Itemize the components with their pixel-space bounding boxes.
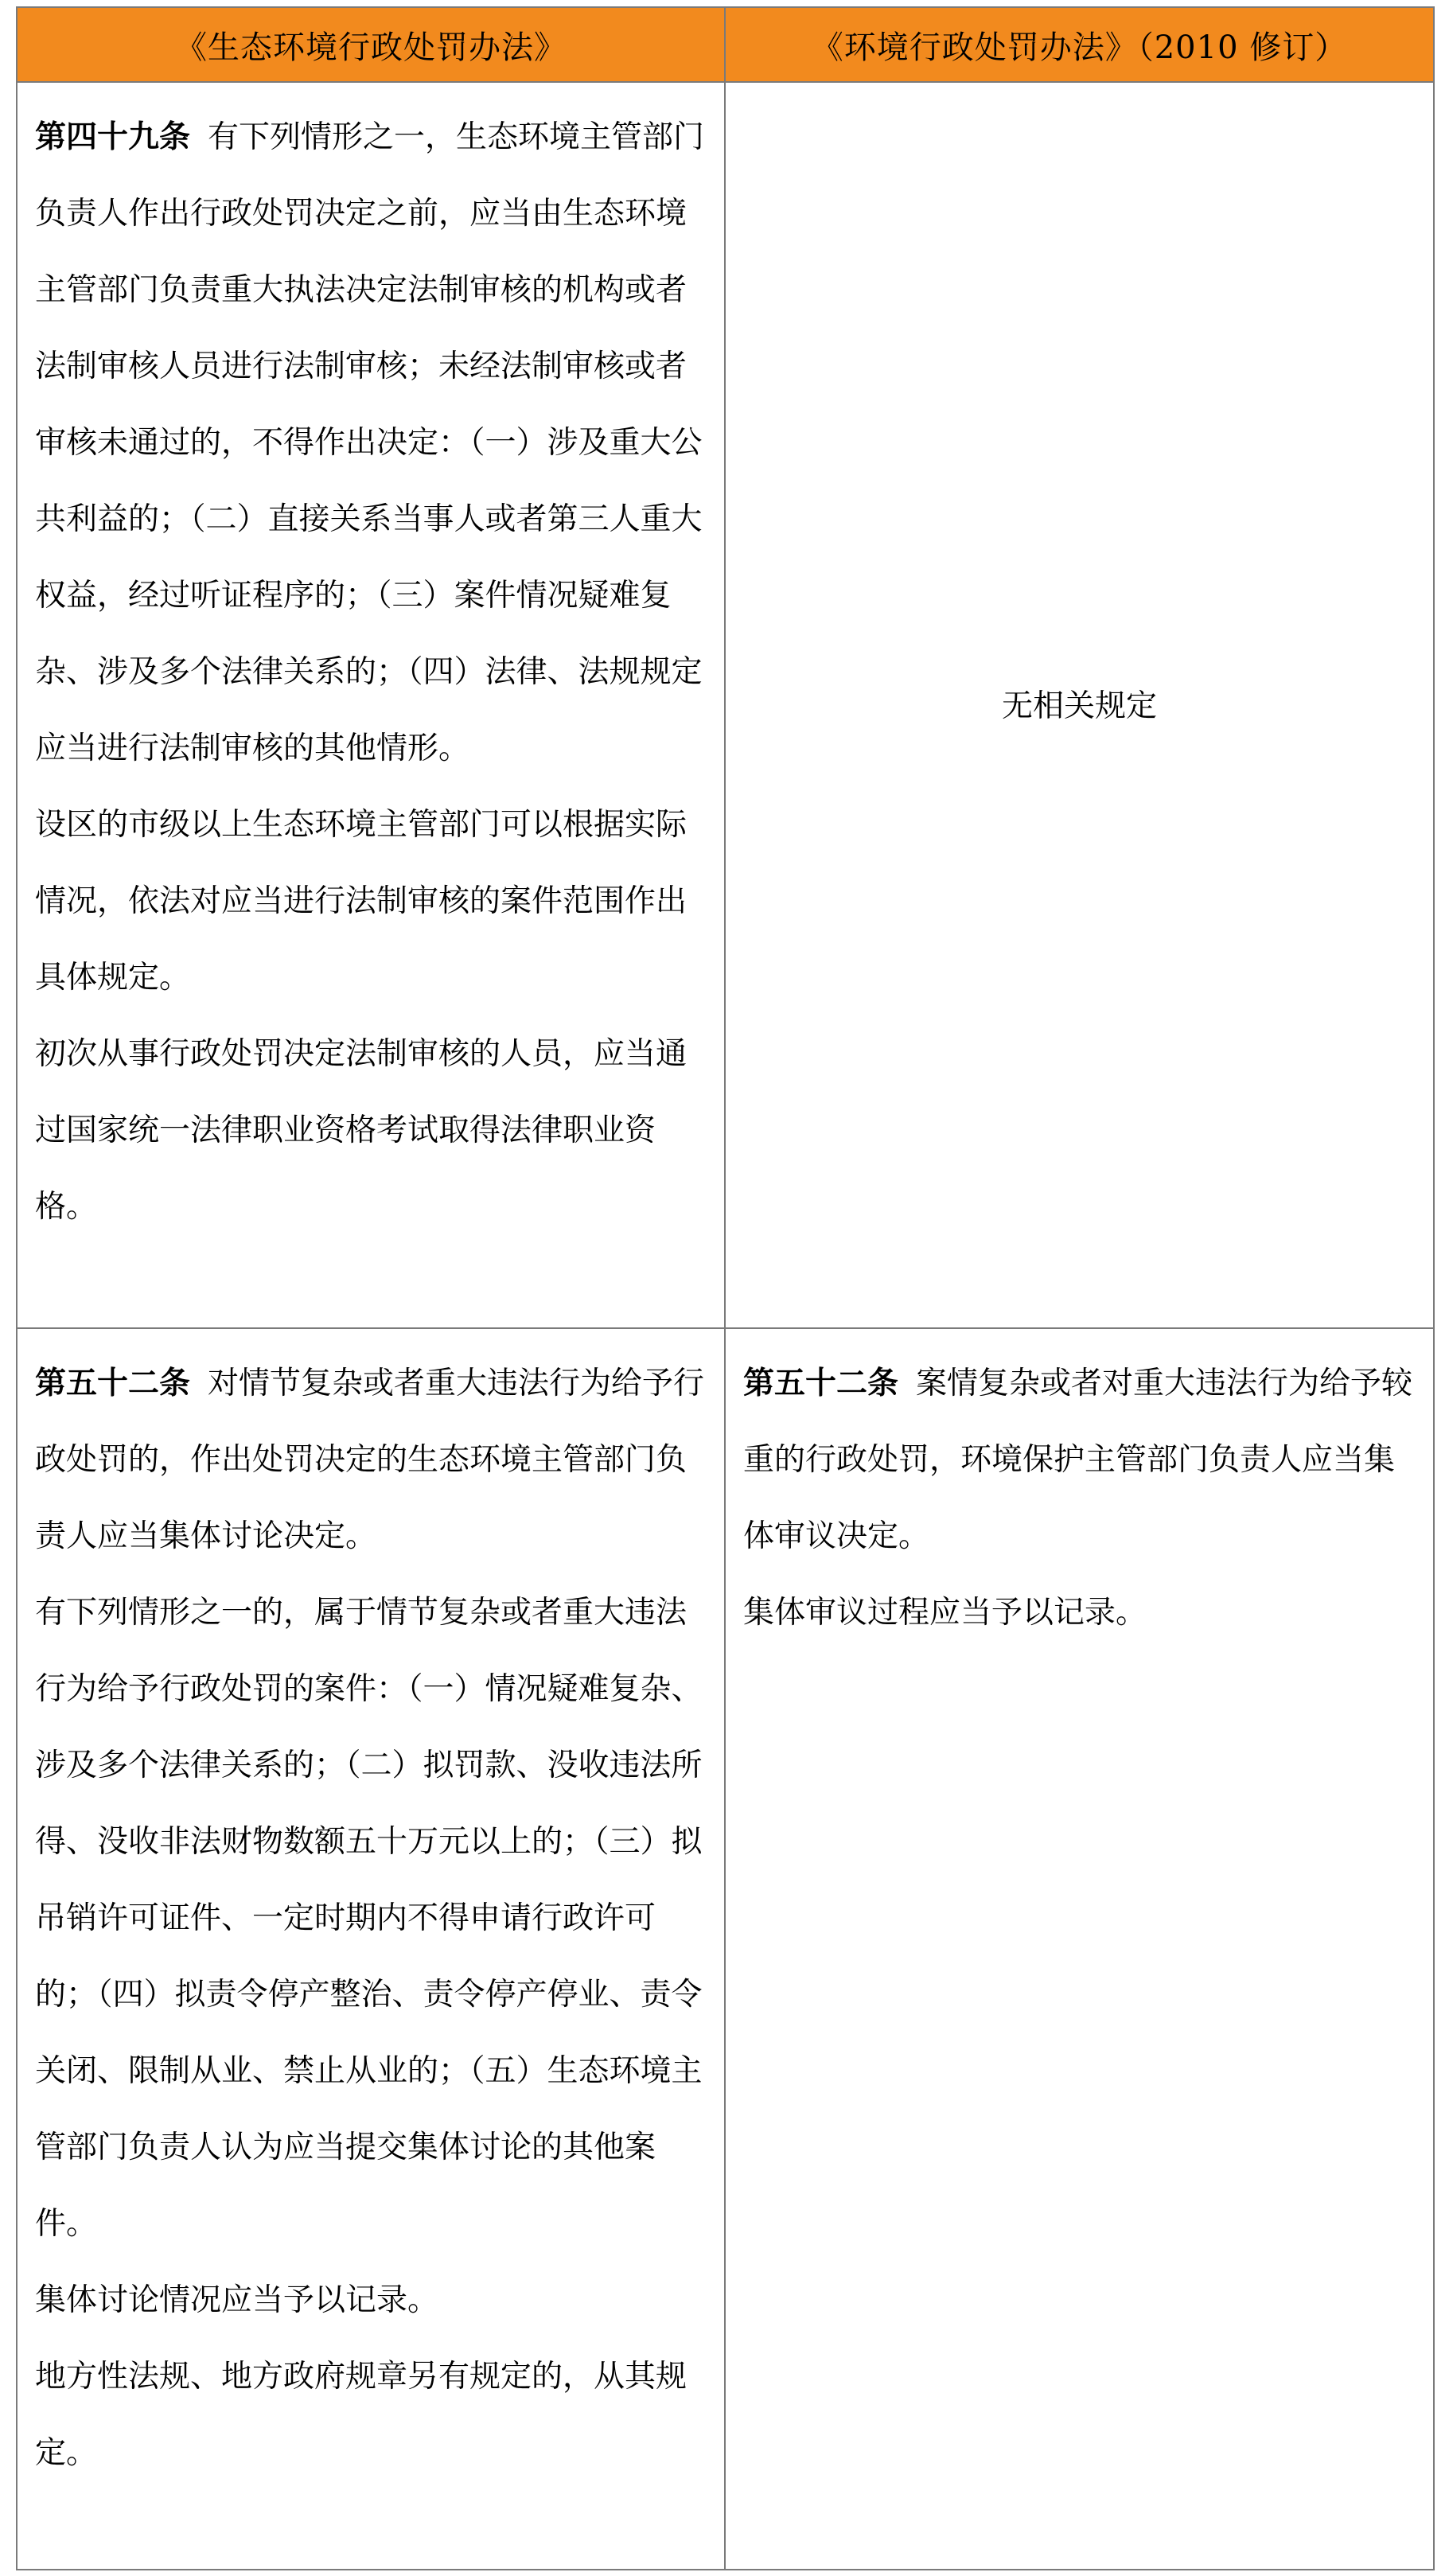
article-49-cell bbox=[17, 82, 725, 1328]
article-paragraph: 地方性法规、地方政府规章另有规定的，从其规定。 bbox=[35, 2359, 687, 2471]
no-provision-text: 无相关规定 bbox=[1001, 688, 1157, 724]
comparison-table bbox=[16, 6, 1435, 2570]
no-provision-cell bbox=[725, 82, 1434, 1328]
article-paragraph: 集体讨论情况应当予以记录。 bbox=[35, 2282, 439, 2318]
table-row bbox=[17, 82, 1434, 1328]
article-paragraph bbox=[743, 1345, 1416, 1575]
header-row bbox=[17, 7, 1434, 82]
article-text: 对情节复杂或者重大违法行为给予行政处罚的，作出处罚决定的生态环境主管部门负责人应当集体讨论决定。 bbox=[35, 1366, 705, 1554]
article-number: 第四十九条 bbox=[35, 119, 191, 155]
article-number: 第五十二条 bbox=[743, 1365, 899, 1401]
article-paragraph: 设区的市级以上生态环境主管部门可以根据实际情况，依法对应当进行法制审核的案件范围作出具体规定。 bbox=[35, 807, 687, 996]
article-52-old-cell bbox=[725, 1328, 1434, 2570]
header-new-regulation: 《生态环境行政处罚办法》 bbox=[17, 7, 725, 82]
article-paragraph: 初次从事行政处罚决定法制审核的人员，应当通过国家统一法律职业资格考试取得法律职业资格。 bbox=[35, 1036, 687, 1225]
article-paragraph: 有下列情形之一的，属于情节复杂或者重大违法行为给予行政处罚的案件：（一）情况疑难复杂、涉及多个法律关系的；（二）拟罚款、没收违法所得、没收非法财物数额五十万元以上的；（三）拟吊销许可证件、一定时期内不得申请行政许可的；（四）拟责令停产整治、责令停产停业、责令关闭、限制从业、禁止从业的；（五）生态环境主管部门负责人认为应当提交集体讨论的其他案件。 bbox=[35, 1595, 703, 2242]
table-row bbox=[17, 1328, 1434, 2570]
header-old-regulation: 《环境行政处罚办法》（2010 修订） bbox=[725, 7, 1434, 82]
article-text: 案情复杂或者对重大违法行为给予较重的行政处罚，环境保护主管部门负责人应当集体审议决定。 bbox=[743, 1366, 1413, 1554]
article-paragraph bbox=[35, 99, 707, 787]
article-text: 有下列情形之一，生态环境主管部门负责人作出行政处罚决定之前，应当由生态环境主管部门负责重大执法决定法制审核的机构或者法制审核人员进行法制审核；未经法制审核或者审核未通过的，不得作出决定：（一）涉及重大公共利益的；（二）直接关系当事人或者第三人重大权益，经过听证程序的；（三）案件情况疑难复杂、涉及多个法律关系的；（四）法律、法规规定应当进行法制审核的其他情形。 bbox=[35, 119, 705, 766]
article-number: 第五十二条 bbox=[35, 1365, 191, 1401]
article-paragraph bbox=[35, 1345, 707, 1575]
article-52-new-cell bbox=[17, 1328, 725, 2570]
article-paragraph: 集体审议过程应当予以记录。 bbox=[743, 1595, 1147, 1631]
